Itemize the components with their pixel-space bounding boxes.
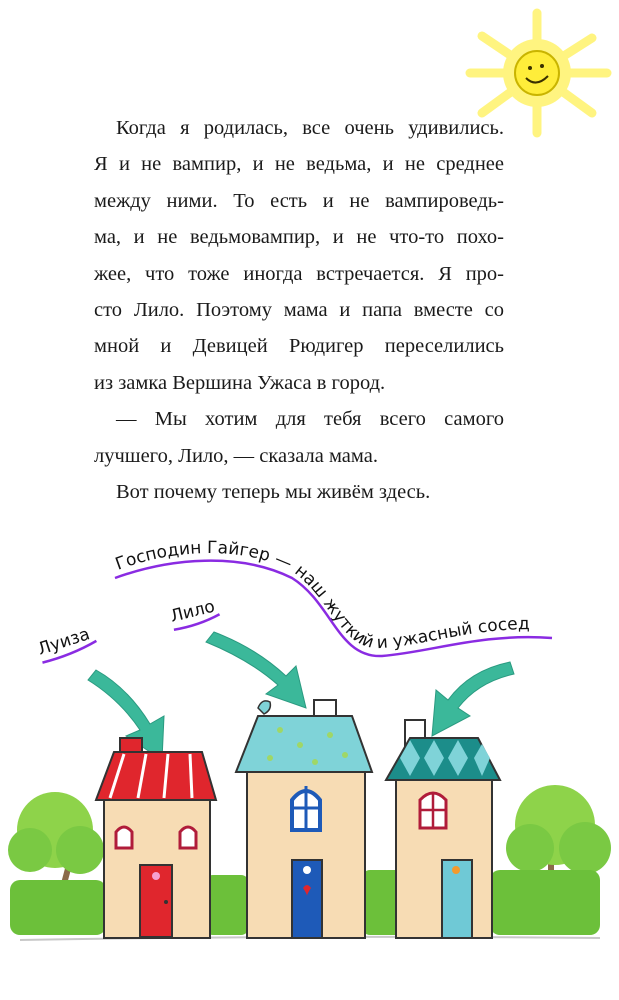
- house-lilo: [236, 700, 372, 938]
- house-luiza: [96, 738, 216, 938]
- text-line: Я и не вампир, и не ведьма, и не среднее: [94, 153, 504, 176]
- label-neighbor: [113, 538, 552, 656]
- label-neighbor-text: Господин Гайгер — наш жуткий и ужасный сосед: [112, 538, 530, 654]
- paragraph-2: [94, 401, 504, 474]
- text-line: — Мы хотим для тебя всего самого: [116, 408, 504, 431]
- houses-illustration: [0, 530, 619, 1000]
- arrow-to-neighbor: [432, 662, 514, 736]
- text-line: жее, что тоже иногда встречается. Я про-: [94, 262, 504, 285]
- text-line: Когда я родилась, все очень удивились.: [116, 117, 504, 139]
- text-line: лучшего, Лило, — сказала мама.: [94, 444, 378, 467]
- text-line: мной и Девицей Рюдигер переселились: [94, 335, 504, 358]
- text-line: из замка Вершина Ужаса в город.: [94, 371, 386, 394]
- label-luiza-text: Луиза: [35, 624, 93, 660]
- text-line: сто Лило. Поэтому мама и папа вместе со: [94, 299, 504, 322]
- label-lilo: [168, 596, 220, 630]
- house-neighbor: [386, 720, 500, 938]
- text-line: ма, и не ведьмовампир, и не что-то похо-: [94, 226, 504, 249]
- label-lilo-text: Лило: [168, 596, 217, 627]
- arrow-to-lilo: [206, 632, 306, 708]
- svg-text:Господин Гайгер — наш жуткий и: [113, 538, 530, 653]
- text-line: между ними. То есть и не вампироведь-: [94, 189, 504, 212]
- paragraph-3: [94, 474, 504, 510]
- story-text: [94, 110, 504, 510]
- text-line: Вот почему теперь мы живём здесь.: [116, 481, 431, 504]
- label-luiza: [35, 623, 97, 663]
- paragraph-1: [94, 110, 504, 401]
